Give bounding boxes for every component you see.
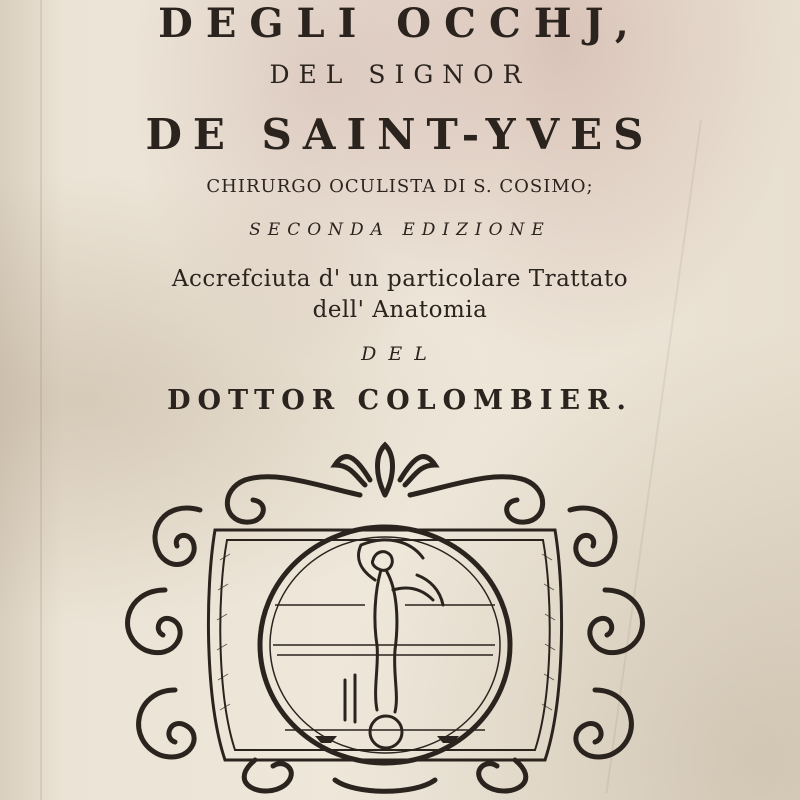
author-description: CHIRURGO OCULISTA DI S. COSIMO; <box>206 176 594 197</box>
title-line-del-signor: DEL SIGNOR <box>269 60 531 89</box>
author-name: DE SAINT-YVES <box>145 110 655 159</box>
title-line-degli-occhj: DEGLI OCCHJ, <box>158 0 642 47</box>
contributor-name: DOTTOR COLOMBIER. <box>167 385 633 416</box>
subtitle-line-1: Accrefciuta d' un particolare Trattato <box>171 266 629 292</box>
edition-line: SECONDA EDIZIONE <box>249 220 551 240</box>
subtitle-line-2: dell' Anatomia <box>312 297 488 323</box>
printers-device-ornament <box>105 440 665 800</box>
title-line-del: DEL <box>361 343 439 365</box>
